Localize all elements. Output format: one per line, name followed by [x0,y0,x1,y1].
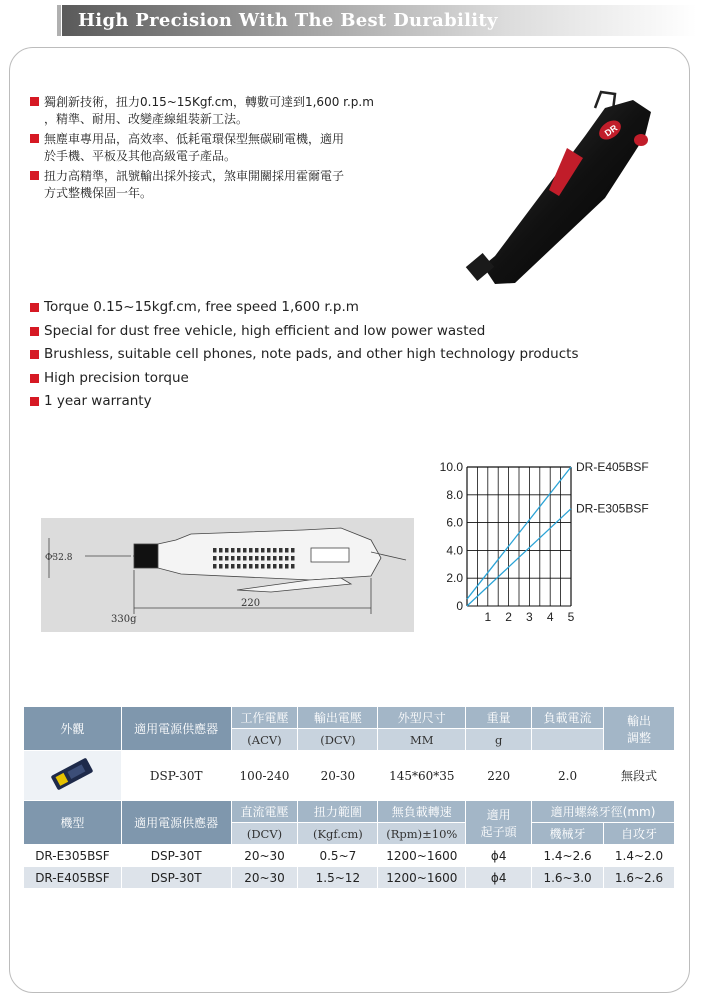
vent-slot [219,564,223,569]
weight-label: 330g [111,614,137,625]
unit-free-speed: (Rpm)±10% [378,823,466,845]
vent-slot [261,556,265,561]
vent-slot [279,564,283,569]
y-tick-label: 10.0 [439,462,463,474]
y-tick-label: 0 [456,599,463,613]
vent-slot [237,556,241,561]
power-supply-image [48,757,96,791]
x-tick-label: 2 [505,610,512,624]
x-tick-label: 3 [526,610,533,624]
vent-slot [291,548,295,553]
vent-slot [255,556,259,561]
vent-slot [249,564,253,569]
bullet-square-icon [30,327,39,336]
vent-slot [285,556,289,561]
vent-slot [243,556,247,561]
x-tick-label: 5 [567,610,575,624]
vent-slot [291,564,295,569]
unit-size: MM [378,729,466,751]
supply-input-voltage: 100-240 [231,751,298,801]
model-torque: 1.5~12 [298,867,378,889]
header-size: 外型尺寸 [378,707,466,729]
series-label: DR-E405BSF [576,462,649,474]
model-bit: ϕ4 [466,867,532,889]
vent-slot [243,564,247,569]
supply-size: 145*60*35 [378,751,466,801]
vent-slot [225,556,229,561]
vent-slot [213,564,217,569]
list-item: Brushless, suitable cell phones, note pads, and other high technology products [30,343,578,367]
model-tapping-thread: 1.4~2.0 [604,845,675,867]
page-title: High Precision With The Best Durability [78,10,498,31]
table-row [24,867,675,889]
brand-badge: DR [602,122,620,139]
vent-slot [213,556,217,561]
header-torque-range: 扭力範圍 [298,801,378,823]
electric-screwdriver-image [455,88,665,288]
vent-slot [231,564,235,569]
vent-slot [249,548,253,553]
unit-load-current [532,729,604,751]
supply-adjust: 無段式 [604,751,675,801]
vent-slot [279,556,283,561]
vent-slot [267,564,271,569]
y-tick-label: 2.0 [446,571,463,586]
header-free-speed: 無負載轉速 [378,801,466,823]
unit-input-voltage: (ACV) [231,729,298,751]
list-item: Special for dust free vehicle, high efficient and low power wasted [30,320,578,344]
header-weight: 重量 [466,707,532,729]
vent-slot [273,564,277,569]
supply-model: DSP-30T [121,751,231,801]
header-tapping-thread: 自攻牙 [604,823,675,845]
y-tick-label: 6.0 [446,515,463,530]
supply-output-voltage: 20-30 [298,751,378,801]
header-bit: 適用 起子頭 [466,801,532,845]
list-item: 無塵車專用品，高效率、低耗電環保型無碳刷電機，適用 於手機、平板及其他高級電子產品。 [30,131,430,165]
x-tick-label: 4 [546,610,554,624]
vent-slot [273,548,277,553]
feature-list-en [30,296,578,414]
vent-slot [243,548,247,553]
bullet-square-icon [30,397,39,406]
x-tick-label: 1 [484,610,492,624]
table-row [24,845,675,867]
vent-slot [237,564,241,569]
model-name: DR-E405BSF [24,867,122,889]
vent-slot [291,556,295,561]
unit-weight: g [466,729,532,751]
supply-weight: 220 [466,751,532,801]
diameter-label: Φ32.8 [45,553,73,563]
vent-slot [267,548,271,553]
header-model-power-supply: 適用電源供應器 [121,801,231,845]
model-name: DR-E305BSF [24,845,122,867]
list-item: 扭力高精準，訊號輸出採外接式，煞車開關採用霍爾電子 方式整機保固一年。 [30,168,430,202]
unit-torque-range: (Kgf.cm) [298,823,378,845]
vent-slot [267,556,271,561]
list-item: High precision torque [30,367,578,391]
model-voltage: 20~30 [231,867,298,889]
vent-slot [219,548,223,553]
model-supply: DSP-30T [121,845,231,867]
power-supply-image-cell [24,751,122,801]
vent-slot [261,564,265,569]
series-label: DR-E305BSF [576,501,649,516]
bullet-square-icon [30,374,39,383]
length-label: 220 [241,598,261,609]
vent-slot [261,548,265,553]
list-item: Torque 0.15~15kgf.cm, free speed 1,600 r.p.m [30,296,578,320]
model-supply: DSP-30T [121,867,231,889]
header-output-adjust: 輸出 調整 [604,707,675,751]
unit-output-voltage: (DCV) [298,729,378,751]
bullet-square-icon [30,350,39,359]
model-bit: ϕ4 [466,845,532,867]
unit-dc-voltage: (DCV) [231,823,298,845]
header-dc-voltage: 直流電壓 [231,801,298,823]
list-item: 獨創新技術，扭力0.15~15Kgf.cm，轉數可達到1,600 r.p.m ，精準、耐用、改變產線組裝新工法。 [30,94,430,128]
vent-slot [285,564,289,569]
vent-slot [255,564,259,569]
supply-load-current: 2.0 [532,751,604,801]
header-machine-thread: 機械牙 [532,823,604,845]
header-load-current: 負載電流 [532,707,604,729]
header-input-voltage: 工作電壓 [231,707,298,729]
model-speed: 1200~1600 [378,845,466,867]
header-accent [57,5,61,36]
vent-slot [273,556,277,561]
model-machine-thread: 1.6~3.0 [532,867,604,889]
header-screw-diameter: 適用螺絲牙徑(mm) [532,801,675,823]
header-output-voltage: 輸出電壓 [298,707,378,729]
vent-slot [285,548,289,553]
bullet-square-icon [30,97,39,106]
vent-slot [255,548,259,553]
header-model: 機型 [24,801,122,845]
vent-slot [249,556,253,561]
bullet-square-icon [30,134,39,143]
model-speed: 1200~1600 [378,867,466,889]
torque-chart [425,462,695,632]
vent-slot [213,548,217,553]
model-voltage: 20~30 [231,845,298,867]
feature-list-zh [30,94,430,205]
y-tick-label: 4.0 [446,543,463,558]
model-tapping-thread: 1.6~2.6 [604,867,675,889]
vent-slot [279,548,283,553]
vent-slot [237,548,241,553]
y-tick-label: 8.0 [446,487,463,502]
vent-slot [219,556,223,561]
bullet-square-icon [30,303,39,312]
vent-slot [231,548,235,553]
list-item: 1 year warranty [30,390,578,414]
header-power-supply: 適用電源供應器 [121,707,231,751]
dimension-drawing [41,518,414,632]
model-torque: 0.5~7 [298,845,378,867]
model-machine-thread: 1.4~2.6 [532,845,604,867]
vent-slot [231,556,235,561]
vent-slot [225,564,229,569]
header-appearance: 外觀 [24,707,122,751]
spec-table [23,706,675,889]
vent-slot [225,548,229,553]
bullet-square-icon [30,171,39,180]
